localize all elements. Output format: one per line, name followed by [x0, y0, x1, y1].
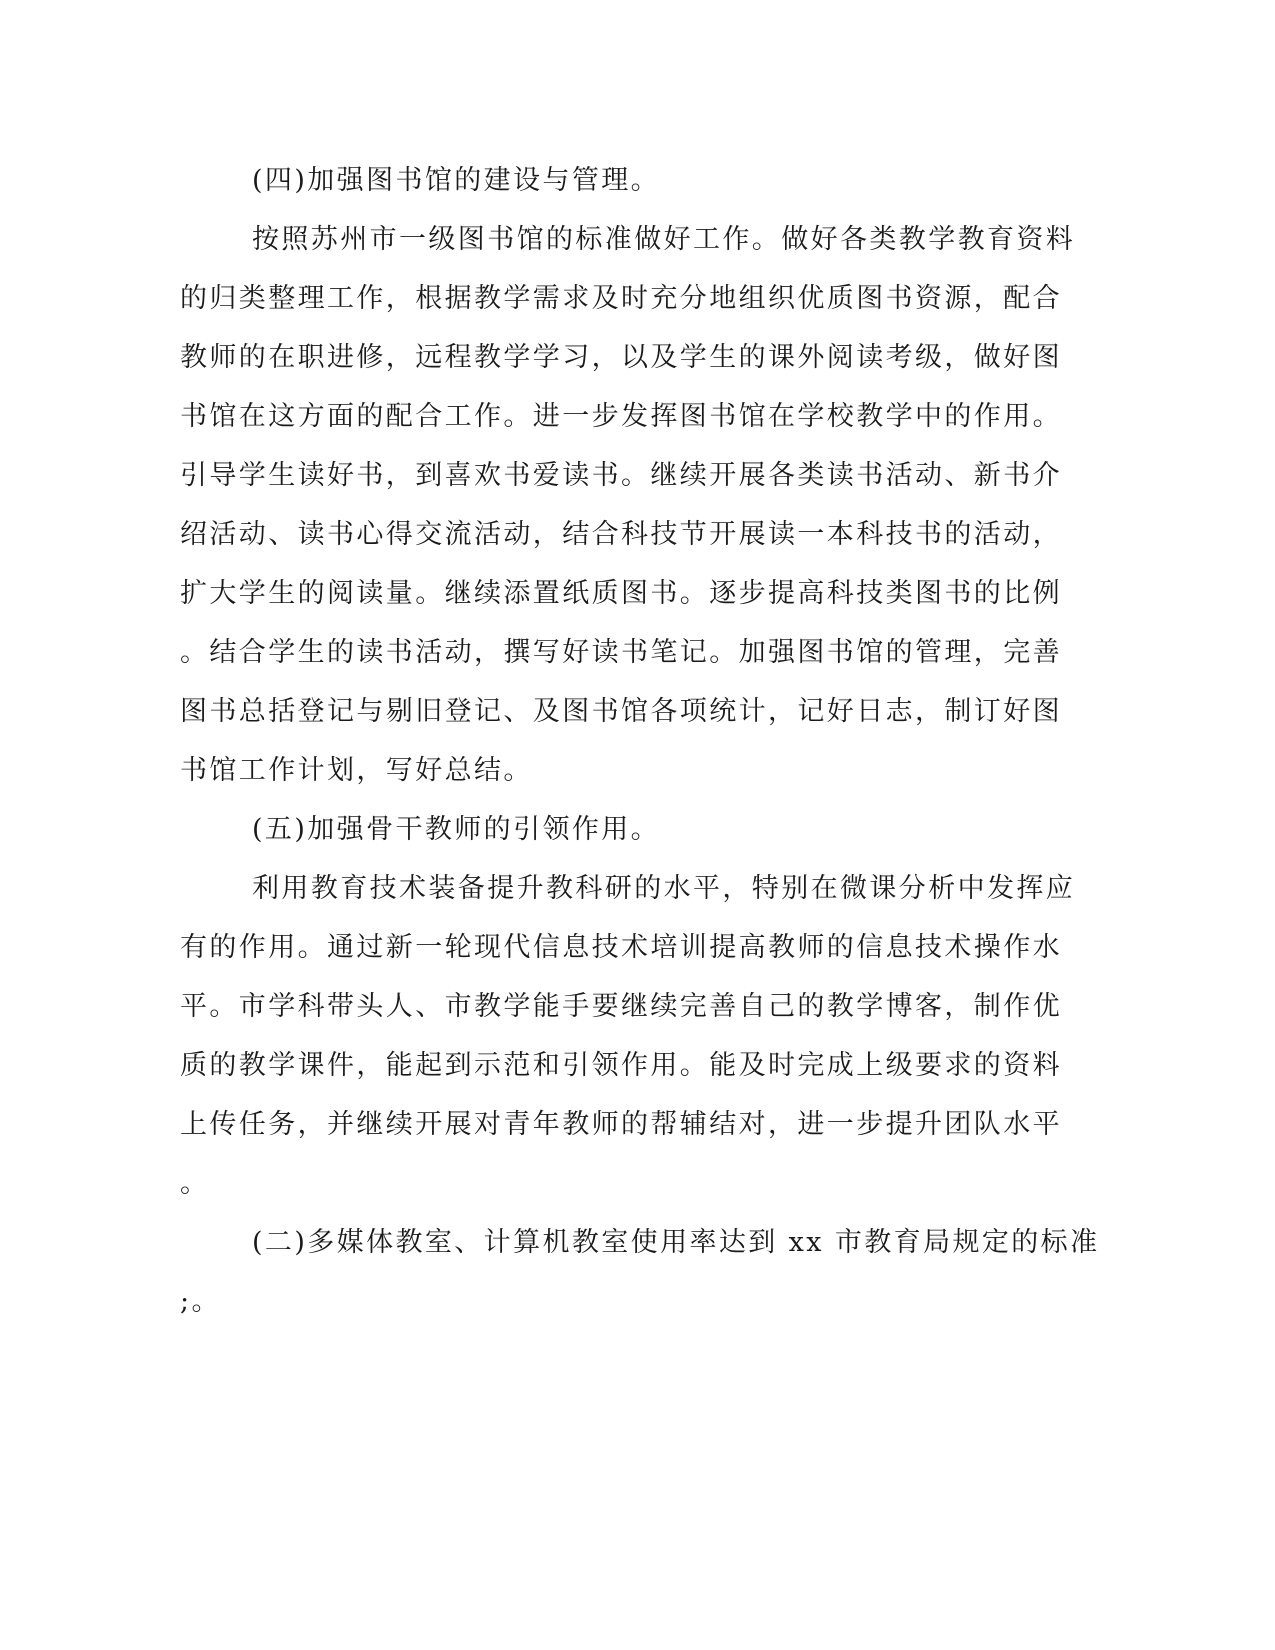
paragraph-line: 扩大学生的阅读量。继续添置纸质图书。逐步提高科技类图书的比例: [180, 578, 1062, 609]
paragraph-line: 引导学生读好书，到喜欢书爱读书。继续开展各类读书活动、新书介: [180, 460, 1062, 491]
heading-library: (四)加强图书馆的建设与管理。: [252, 165, 661, 196]
heading-backbone-teachers: (五)加强骨干教师的引领作用。: [252, 814, 661, 845]
paragraph-line: 书馆工作计划，写好总结。: [180, 755, 533, 786]
paragraph-line: 上传任务，并继续开展对青年教师的帮辅结对，进一步提升团队水平: [180, 1109, 1062, 1140]
paragraph-line: 教师的在职进修，远程教学学习，以及学生的课外阅读考级，做好图: [180, 342, 1062, 373]
paragraph-line: 。: [180, 1168, 210, 1199]
heading-multimedia: (二)多媒体教室、计算机教室使用率达到 xx 市教育局规定的标准: [252, 1227, 1100, 1258]
paragraph-line: 利用教育技术装备提升教科研的水平，特别在微课分析中发挥应: [252, 873, 1076, 904]
paragraph-line: 平。市学科带头人、市教学能手要继续完善自己的教学博客，制作优: [180, 991, 1062, 1022]
paragraph-line: 绍活动、读书心得交流活动，结合科技节开展读一本科技书的活动，: [180, 519, 1062, 550]
paragraph-line: 有的作用。通过新一轮现代信息技术培训提高教师的信息技术操作水: [180, 932, 1062, 963]
paragraph-line: ;。: [180, 1286, 221, 1317]
paragraph-line: 质的教学课件，能起到示范和引领作用。能及时完成上级要求的资料: [180, 1050, 1062, 1081]
paragraph-line: 的归类整理工作，根据教学需求及时充分地组织优质图书资源，配合: [180, 283, 1062, 314]
paragraph-line: 按照苏州市一级图书馆的标准做好工作。做好各类教学教育资料: [252, 224, 1076, 255]
paragraph-line: 图书总括登记与剔旧登记、及图书馆各项统计，记好日志，制订好图: [180, 696, 1062, 727]
paragraph-line: 。结合学生的读书活动，撰写好读书笔记。加强图书馆的管理，完善: [180, 637, 1062, 668]
paragraph-line: 书馆在这方面的配合工作。进一步发挥图书馆在学校教学中的作用。: [180, 401, 1062, 432]
